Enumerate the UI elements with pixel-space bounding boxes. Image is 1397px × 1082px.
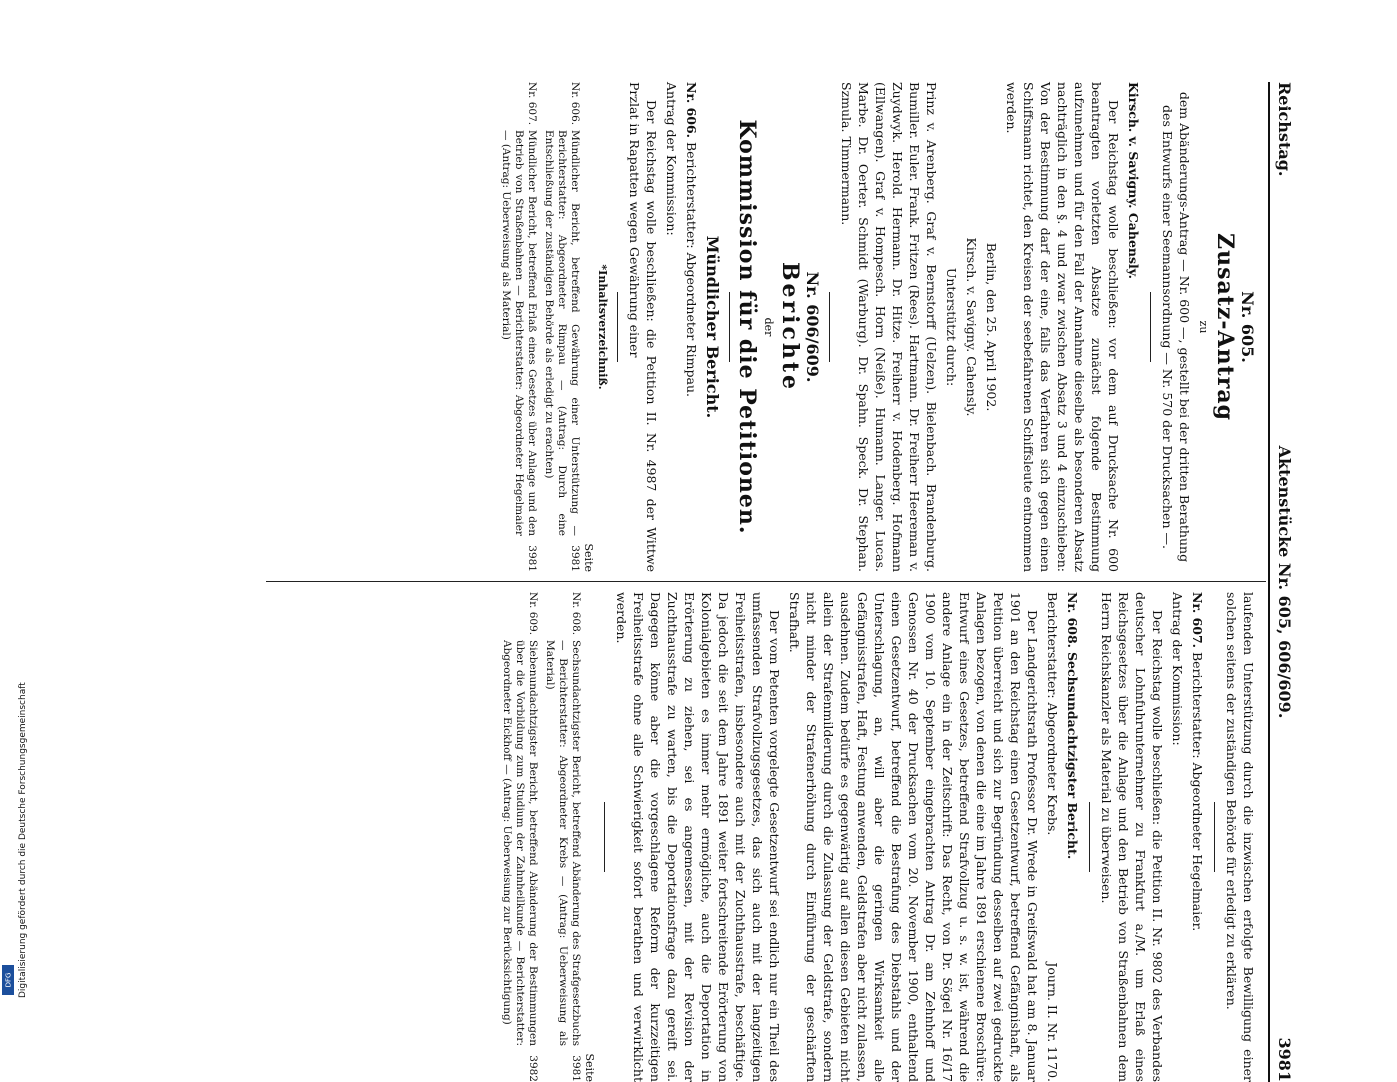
nr606-reporter: Berichterstatter: Abgeordneter Rimpau. bbox=[684, 142, 699, 397]
dfg-logo bbox=[2, 965, 14, 995]
antrag-label: Antrag der Kommission: bbox=[664, 82, 679, 236]
toc-page: 3981 bbox=[569, 545, 581, 572]
toc-text: Mündlicher Bericht, betreffend Erlaß eines Gesetzes über Anlage und den Betrieb von Straßenbahnen — Berichterstatter: Abgeordneter Hegelmaier — (Antrag: Ueberweisung als Material) bbox=[500, 130, 538, 536]
page-number: 3981 bbox=[1275, 1037, 1295, 1082]
motion-text: Der Reichstag wolle beschließen: vor dem auf Drucksache Nr. 600 beantragten vorletzten Absatze zunächst folgende Bestimmung aufzunehmen und für den Fall der Annahme dieselbe als besonderen Absatz nachträglich in den §. 4 und zwar zwischen Absatz 3 und 4 einzuschieben: Von der Bestimmung darf der eine, falls das Verfahren sich gegen einen Schiffsmann richtet, den Kreisen der seebefahrenen Schiffsleute entnommen werden. bbox=[1004, 82, 1121, 572]
journal-number: Journ. II. Nr. 1170. bbox=[1045, 962, 1060, 1082]
berichterstatter: Berichterstatter: Abgeordneter Krebs. bbox=[1045, 592, 1060, 836]
toc-text: Mündlicher Bericht, betreffend Gewährung einer Unterstützung — Berichterstatter: Abgeordneter Rimpau — (Antrag: Durch eine Entschließung der zuständigen Behörde als erledigt zu erachten) bbox=[543, 130, 581, 536]
nr607-reporter: Berichterstatter: Abgeordneter Hegelmaier. bbox=[1190, 652, 1205, 932]
toc-number: Nr. 606. bbox=[569, 82, 581, 126]
left-column bbox=[495, 82, 1260, 572]
zu-label: zu bbox=[1197, 320, 1210, 334]
column-divider bbox=[266, 581, 1266, 582]
rotated-page bbox=[100, 82, 1300, 1082]
header-left: Reichstag. bbox=[1275, 82, 1295, 177]
toc-item bbox=[542, 82, 581, 572]
header-title: Aktenstücke Nr. 605, 606/609. bbox=[1275, 445, 1295, 719]
berichte-title: Berichte bbox=[777, 261, 803, 393]
right-column bbox=[496, 592, 1260, 1082]
der-label: der bbox=[762, 317, 775, 337]
motion-lead: Kirsch. v. Savigny. Cahensly. bbox=[1126, 82, 1141, 279]
nr607-label: Nr. 607. bbox=[1190, 592, 1205, 649]
doc-number-606-609: Nr. 606/609. bbox=[803, 271, 822, 383]
antrag-text: Der Reichstag wolle beschließen: die Petition II. Nr. 4987 der Wittwe Przlat in Rapatten wegen Gewährung einer bbox=[627, 82, 659, 572]
toc-page: 3981 bbox=[570, 1055, 582, 1082]
toc-item bbox=[500, 592, 539, 1082]
antrag-label: Antrag der Kommission: bbox=[1170, 592, 1185, 746]
funding-note: Digitalisierung gefördert durch die Deutsche Forschungsgemeinschaft bbox=[18, 682, 28, 998]
separator bbox=[1150, 292, 1151, 362]
signers: Kirsch. v. Savigny. Cahensly. bbox=[964, 237, 979, 417]
body-paragraph-2: Der vom Petenten vorgelegte Gesetzentwurf sei endlich nur ein Theil des umfassenden Strafvollzugsgesetzes, das sich auch mit der langzeitigen Freiheitsstrafen, insbesondere auch mit der Zuchthausstrafe, beschäftige. Da jedoch die seit dem Jahre 1891 weiter fortschreitende Erörterung von Kolonialgebieten es immer mehr ermögliche, auch die Deportation in Erörterung zu ziehen, sei es angemessen, mit der Revision der Zuchthausstrafe zu warten, bis die Deportationsfrage dazu gereift sei. Dagegen könne aber die vorgeschlagene Reform der kurzzeitigen Freiheitsstrafe ohne alle Schwierigkeit sofort berathen und verwirklicht werden. bbox=[614, 592, 782, 1082]
toc-item bbox=[499, 82, 538, 572]
intro-text: dem Abänderungs-Antrag — Nr. 600 —, gestellt bei der dritten Berathung des Entwurfs einer Seemannsordnung — Nr. 570 der Drucksachen —. bbox=[1160, 91, 1192, 563]
separator bbox=[617, 292, 618, 362]
dfg-logo-text: DFG bbox=[4, 972, 12, 988]
date-line: Berlin, den 25. April 1902. bbox=[984, 242, 999, 412]
body-paragraph: Der Landgerichtsrath Professor Dr. Wrede in Greifswald hat am 8. Januar 1901 an den Reichstag einen Gesetzentwurf, betreffend Gefängnishaft, als Petition überreicht und sich zur Begründung desselben auf zwei gedruckte Anlagen bezogen, von denen die eine im Jahre 1891 erschienene Broschüre: Entwurf eines Gesetzes, betreffend Strafvollzug u. s. w. ist, während die andere Anlage ein in der Zeitschrift: Das Recht, von Dr. Sögel Nr. 16/17 1900 vom 10. September eingebrachten Antrag Dr. am Zehnhoff und Genossen Nr. 40 der Drucksachen vom 20. November 1900, enthaltend einen Gesetzentwurf, betreffend die Bestrafung des Diebstahls und der Unterschlagung, an, will aber die geringen Wirksamkeit alle Gefängnisstrafen, Haft, Festung anwenden, Geldstrafen aber nicht zulassen, ausdehnen. Zudem bedürfe es gegenwärtig auf allen diesen Gebieten nicht allein der Strafenmilderung durch die Zulassung der Geldstrafe, sondern nicht minder der Strafenerhöhung durch Einführung der geschärften Strafhaft. bbox=[787, 592, 1040, 1082]
seite-label: Seite bbox=[582, 543, 595, 572]
antrag-text: Der Reichstag wolle beschließen: die Petition II. Nr. 9802 des Verbandes deutscher Lohnfuhrunternehmer zu Frankfurt a./M. um Erlaß eines Reichsgesetzes über die Anlage und den Betrieb von Straßenbahnen dem Herrn Reichskanzler als Material zu überweisen. bbox=[1099, 592, 1165, 1082]
footer-strip bbox=[2, 610, 28, 998]
page-header bbox=[1268, 82, 1300, 1082]
separator bbox=[1089, 802, 1090, 872]
toc-text: Siebenundachtzigster Bericht, betreffend Abänderung der Bestimmungen über die Vorbildung zum Studium der Zahnheilkunde — Berichterstatter: Abgeordneter Eickhoff — (Antrag: Ueberweisung zur Berücksichtigung) bbox=[501, 640, 539, 1046]
separator bbox=[1214, 802, 1215, 872]
toc-text: Sechsundachtzigster Bericht, betreffend Abänderung des Strafgesetzbuchs — Berichterstatter: Abgeordneter Krebs — (Antrag: Ueberweisung als Material) bbox=[544, 640, 582, 1046]
sechsundachtzigster-title: Sechsundachtzigster Bericht. bbox=[1065, 652, 1080, 860]
toc-number: Nr. 607. bbox=[526, 82, 538, 126]
nr606-label: Nr. 606. bbox=[684, 82, 699, 139]
document-page bbox=[100, 82, 1300, 1082]
separator bbox=[829, 292, 830, 362]
nr608-label: Nr. 608. bbox=[1065, 592, 1080, 649]
kommission-title: Kommission für die Petitionen. bbox=[734, 119, 760, 535]
separator bbox=[729, 292, 730, 362]
continuation-text: laufenden Unterstützung durch die inzwischen erfolgte Bewilligung einer solchen seitens der zuständigen Behörde für erledigt zu erklären. bbox=[1224, 592, 1256, 1082]
supporters-list: Prinz v. Arenberg. Graf v. Bernstorff (Uelzen). Bielenbach. Brandenburg. Bumiller. Euler. Frank. Fritzen (Rees). Hartmann. Dr. Freiherr Heereman v. Zuydwyk. Herold. Hermann. Dr. Hitze. Freiherr v. Hodenberg. Hofmann (Ellwangen). Graf v. Hompesch. Horn (Neiße). Humann. Langer. Lucas. Marbe. Dr. Oerter. Schmidt (Warburg). Dr. Spahn. Speck. Dr. Stephan. Szmula. Timmermann. bbox=[839, 82, 939, 572]
zusatz-antrag-title: Zusatz-Antrag bbox=[1212, 233, 1238, 421]
toc-title: *Inhaltsverzeichniß. bbox=[596, 264, 609, 390]
supported-label: Unterstützt durch: bbox=[944, 267, 959, 387]
toc-number: Nr. 609. bbox=[527, 592, 539, 636]
toc-number: Nr. 608. bbox=[570, 592, 582, 636]
toc-page: 3982 bbox=[527, 1055, 539, 1082]
seite-label: Seite bbox=[583, 1053, 596, 1082]
doc-number-605: Nr. 605. bbox=[1238, 291, 1257, 363]
separator bbox=[604, 802, 605, 872]
muendlicher-bericht: Mündlicher Bericht. bbox=[703, 235, 722, 419]
toc-page: 3981 bbox=[526, 545, 538, 572]
toc-item bbox=[543, 592, 582, 1082]
